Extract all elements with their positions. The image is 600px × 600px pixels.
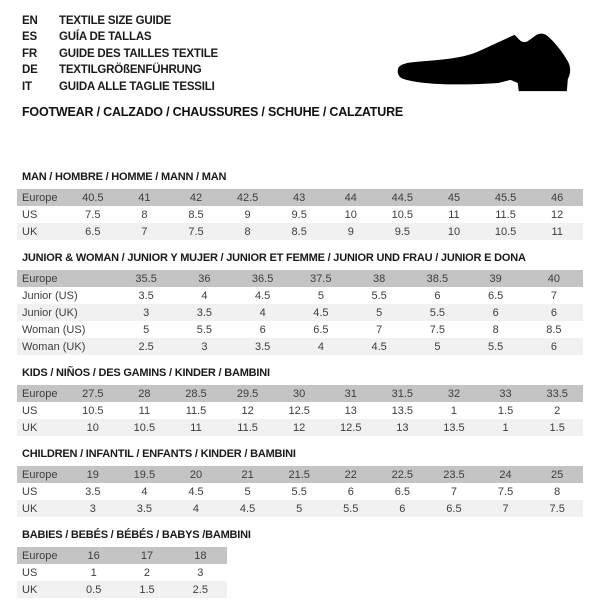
- size-cell: 3: [201, 340, 208, 353]
- size-cell: 8: [492, 323, 499, 336]
- size-cell: 31: [344, 387, 357, 400]
- size-cell: 1: [90, 566, 97, 579]
- row-label: Europe: [22, 387, 58, 400]
- size-tables: [17, 171, 583, 600]
- row-label: Europe: [22, 549, 58, 562]
- size-cell: 7.5: [429, 323, 446, 336]
- size-cell: 30: [293, 387, 306, 400]
- size-cell: 3: [89, 502, 96, 515]
- table-row: [17, 338, 583, 355]
- size-cell: 33.5: [546, 387, 568, 400]
- size-cell: 10: [344, 208, 357, 221]
- size-section-babies: [17, 529, 583, 598]
- size-cell: 12: [551, 208, 564, 221]
- size-cell: 5.5: [196, 323, 213, 336]
- table-row: [17, 287, 583, 304]
- size-cell: 11.5: [495, 208, 516, 221]
- size-cell: 10.5: [391, 208, 414, 221]
- size-cell: 40: [547, 272, 560, 285]
- size-cell: 39: [489, 272, 502, 285]
- size-section-man: [17, 171, 583, 240]
- size-cell: 42.5: [236, 191, 259, 204]
- language-label: TEXTILGRÖßENFÜHRUNG: [59, 64, 202, 77]
- size-cell: 13: [344, 404, 357, 417]
- size-cell: 36.5: [251, 272, 274, 285]
- size-cell: 28: [138, 387, 151, 400]
- table-row: [17, 500, 583, 517]
- size-cell: 11: [138, 404, 151, 417]
- size-cell: 11: [190, 421, 202, 434]
- table-title: KIDS / NIÑOS / DES GAMINS / KINDER / BAMBINI: [22, 367, 270, 379]
- size-cell: 5.5: [487, 340, 504, 353]
- size-cell: 8: [554, 485, 561, 498]
- size-section-junior-woman: [17, 252, 583, 355]
- size-cell: 1.5: [139, 583, 155, 596]
- size-cell: 4: [192, 502, 200, 515]
- row-label: UK: [22, 225, 38, 238]
- size-cell: 5.5: [291, 485, 307, 498]
- size-cell: 6.5: [394, 485, 410, 498]
- size-cell: 8: [141, 208, 148, 221]
- size-cell: 6: [259, 323, 266, 336]
- size-cell: 2.5: [138, 340, 154, 353]
- size-cell: 4.5: [188, 485, 204, 498]
- size-cell: 6: [399, 502, 406, 515]
- man-size-table: [17, 189, 583, 240]
- size-cell: 18: [194, 549, 207, 562]
- table-row: [17, 483, 583, 500]
- row-label: UK: [22, 421, 38, 434]
- dress-shoe-icon: [396, 31, 574, 93]
- children-size-table: [17, 466, 583, 517]
- size-cell: 3.5: [196, 306, 213, 319]
- size-cell: 5: [143, 323, 150, 336]
- size-cell: 3: [197, 566, 204, 579]
- size-cell: 6: [550, 340, 557, 353]
- size-cell: 10.5: [133, 421, 156, 434]
- size-cell: 32: [447, 387, 461, 400]
- size-cell: 5.5: [429, 306, 446, 319]
- row-label: US: [22, 208, 38, 221]
- size-cell: 38: [373, 272, 386, 285]
- row-label: UK: [22, 583, 38, 596]
- size-cell: 2.5: [192, 583, 208, 596]
- size-cell: 5: [296, 502, 303, 515]
- language-row: [22, 29, 218, 45]
- size-cell: 8: [244, 225, 251, 238]
- size-cell: 38.5: [426, 272, 449, 285]
- size-cell: 5: [434, 340, 441, 353]
- size-cell: 6: [434, 289, 441, 302]
- table-row: [17, 304, 583, 321]
- size-cell: 1: [502, 421, 509, 434]
- size-cell: 6.5: [446, 502, 462, 515]
- size-cell: 17: [140, 549, 154, 562]
- size-cell: 7: [550, 289, 557, 302]
- size-cell: 43: [293, 191, 306, 204]
- size-cell: 1: [450, 404, 458, 417]
- table-row: [17, 547, 227, 564]
- size-cell: 37.5: [310, 272, 332, 285]
- size-cell: 28.5: [185, 387, 207, 400]
- table-row: [17, 564, 227, 581]
- table-row: [17, 581, 227, 598]
- row-label: UK: [22, 502, 38, 515]
- size-cell: 4: [201, 289, 208, 302]
- row-label: Woman (UK): [22, 340, 86, 353]
- size-cell: 31.5: [391, 387, 414, 400]
- size-cell: 7: [502, 502, 509, 515]
- size-cell: 6.5: [85, 225, 101, 238]
- table-row: [17, 206, 583, 223]
- size-cell: 4.5: [239, 502, 256, 515]
- size-cell: 5: [244, 485, 251, 498]
- size-cell: 21: [241, 468, 254, 481]
- size-cell: 12.5: [288, 404, 310, 417]
- size-cell: 4: [259, 306, 266, 319]
- table-title: MAN / HOMBRE / HOMME / MANN / MAN: [22, 171, 227, 183]
- size-cell: 9: [347, 225, 354, 238]
- size-cell: 9: [244, 208, 251, 221]
- size-cell: 23.5: [443, 468, 465, 481]
- row-label: Europe: [22, 468, 58, 481]
- language-row: [22, 13, 218, 29]
- language-code: DE: [22, 64, 38, 77]
- row-label: Junior (US): [22, 289, 78, 302]
- size-cell: 4.5: [254, 289, 271, 302]
- language-label: GUÍA DE TALLAS: [59, 31, 152, 44]
- language-label: GUIDE DES TAILLES TEXTILE: [59, 47, 218, 60]
- size-cell: 29.5: [236, 387, 259, 400]
- size-cell: 6.5: [487, 289, 504, 302]
- size-cell: 46: [551, 191, 564, 204]
- size-cell: 3.5: [136, 502, 153, 515]
- language-code: FR: [22, 47, 37, 60]
- size-cell: 27.5: [82, 387, 104, 400]
- size-cell: 9.5: [394, 225, 410, 238]
- size-cell: 24: [499, 468, 512, 481]
- table-row: [17, 223, 583, 240]
- size-cell: 6.5: [313, 323, 329, 336]
- size-cell: 3.5: [85, 485, 101, 498]
- size-cell: 19.5: [133, 468, 156, 481]
- size-cell: 7.5: [85, 208, 101, 221]
- size-cell: 35.5: [135, 272, 157, 285]
- kids-size-table: [17, 385, 583, 436]
- table-row: [17, 385, 583, 402]
- size-cell: 7: [450, 485, 458, 498]
- size-cell: 10.5: [494, 225, 517, 238]
- size-cell: 11.5: [185, 404, 207, 417]
- table-row: [17, 419, 583, 436]
- language-title-block: [22, 13, 218, 95]
- size-cell: 7: [376, 323, 383, 336]
- size-section-children: [17, 448, 583, 517]
- size-cell: 8.5: [188, 208, 204, 221]
- junior-woman-size-table: [17, 270, 583, 355]
- size-cell: 44: [344, 191, 357, 204]
- size-cell: 22.5: [391, 468, 414, 481]
- size-cell: 3.5: [254, 340, 271, 353]
- size-cell: 7.5: [549, 502, 565, 515]
- size-cell: 45: [447, 191, 461, 204]
- size-cell: 19: [86, 468, 99, 481]
- language-code: IT: [22, 80, 32, 93]
- size-cell: 11.5: [237, 421, 258, 434]
- size-cell: 16: [87, 549, 100, 562]
- size-cell: 20: [189, 468, 203, 481]
- language-row: [22, 46, 218, 62]
- size-cell: 7.5: [497, 485, 514, 498]
- size-cell: 12: [293, 421, 306, 434]
- size-cell: 13.5: [391, 404, 414, 417]
- size-cell: 5: [376, 306, 383, 319]
- table-row: [17, 270, 583, 287]
- size-cell: 40.5: [82, 191, 104, 204]
- table-row: [17, 321, 583, 338]
- size-cell: 5.5: [371, 289, 387, 302]
- size-cell: 33: [499, 387, 512, 400]
- row-label: US: [22, 404, 38, 417]
- size-cell: 41: [138, 191, 151, 204]
- table-title: JUNIOR & WOMAN / JUNIOR Y MUJER / JUNIOR ET FEMME / JUNIOR UND FRAU / JUNIOR E DONA: [22, 252, 526, 264]
- size-cell: 2: [143, 566, 151, 579]
- language-code: ES: [22, 31, 37, 44]
- language-row: [22, 62, 218, 78]
- size-cell: 2: [554, 404, 561, 417]
- language-label: TEXTILE SIZE GUIDE: [59, 15, 172, 27]
- size-cell: 12: [241, 404, 254, 417]
- table-title: BABIES / BEBÉS / BÉBÉS / BABYS /BAMBINI: [22, 529, 251, 541]
- size-cell: 7: [141, 225, 148, 238]
- size-cell: 8.5: [546, 323, 562, 336]
- size-cell: 25: [551, 468, 564, 481]
- size-cell: 6: [347, 485, 354, 498]
- babies-size-table: [17, 547, 227, 598]
- size-cell: 7.5: [188, 225, 204, 238]
- size-cell: 5: [317, 289, 324, 302]
- row-label: US: [22, 485, 38, 498]
- size-cell: 4.5: [371, 340, 387, 353]
- size-cell: 4: [141, 485, 148, 498]
- size-cell: 5.5: [343, 502, 359, 515]
- size-cell: 8.5: [291, 225, 307, 238]
- size-cell: 6: [492, 306, 499, 319]
- size-cell: 13: [396, 421, 409, 434]
- row-label: Europe: [22, 272, 58, 285]
- size-cell: 45.5: [494, 191, 517, 204]
- size-cell: 10.5: [82, 404, 104, 417]
- size-cell: 3.5: [138, 289, 154, 302]
- table-title: CHILDREN / INFANTIL / ENFANTS / KINDER / BAMBINI: [22, 448, 296, 460]
- language-row: [22, 79, 218, 95]
- row-label: Europe: [22, 191, 58, 204]
- size-cell: 4.5: [313, 306, 329, 319]
- row-label: Junior (UK): [22, 306, 78, 319]
- language-label: GUIDA ALLE TAGLIE TESSILI: [59, 80, 215, 93]
- size-cell: 11: [448, 208, 460, 221]
- size-cell: 11: [551, 225, 563, 238]
- size-cell: 36: [198, 272, 211, 285]
- size-cell: 10: [86, 421, 99, 434]
- table-row: [17, 466, 583, 483]
- size-cell: 0.5: [86, 583, 102, 596]
- size-cell: 44.5: [391, 191, 414, 204]
- table-row: [17, 189, 583, 206]
- language-code: EN: [22, 15, 38, 27]
- size-cell: 22: [344, 468, 357, 481]
- size-section-kids: [17, 367, 583, 436]
- category-title: FOOTWEAR / CALZADO / CHAUSSURES / SCHUHE / CALZATURE: [22, 105, 404, 119]
- row-label: US: [22, 566, 38, 579]
- size-cell: 1.5: [497, 404, 514, 417]
- size-cell: 21.5: [288, 468, 310, 481]
- table-row: [17, 402, 583, 419]
- size-cell: 9.5: [291, 208, 307, 221]
- size-cell: 12.5: [340, 421, 362, 434]
- size-cell: 1.5: [549, 421, 565, 434]
- row-label: Woman (US): [22, 323, 86, 336]
- size-cell: 3: [143, 306, 150, 319]
- size-cell: 6: [550, 306, 557, 319]
- size-cell: 42: [189, 191, 203, 204]
- size-cell: 13.5: [443, 421, 465, 434]
- size-cell: 4: [317, 340, 324, 353]
- size-cell: 10: [447, 225, 461, 238]
